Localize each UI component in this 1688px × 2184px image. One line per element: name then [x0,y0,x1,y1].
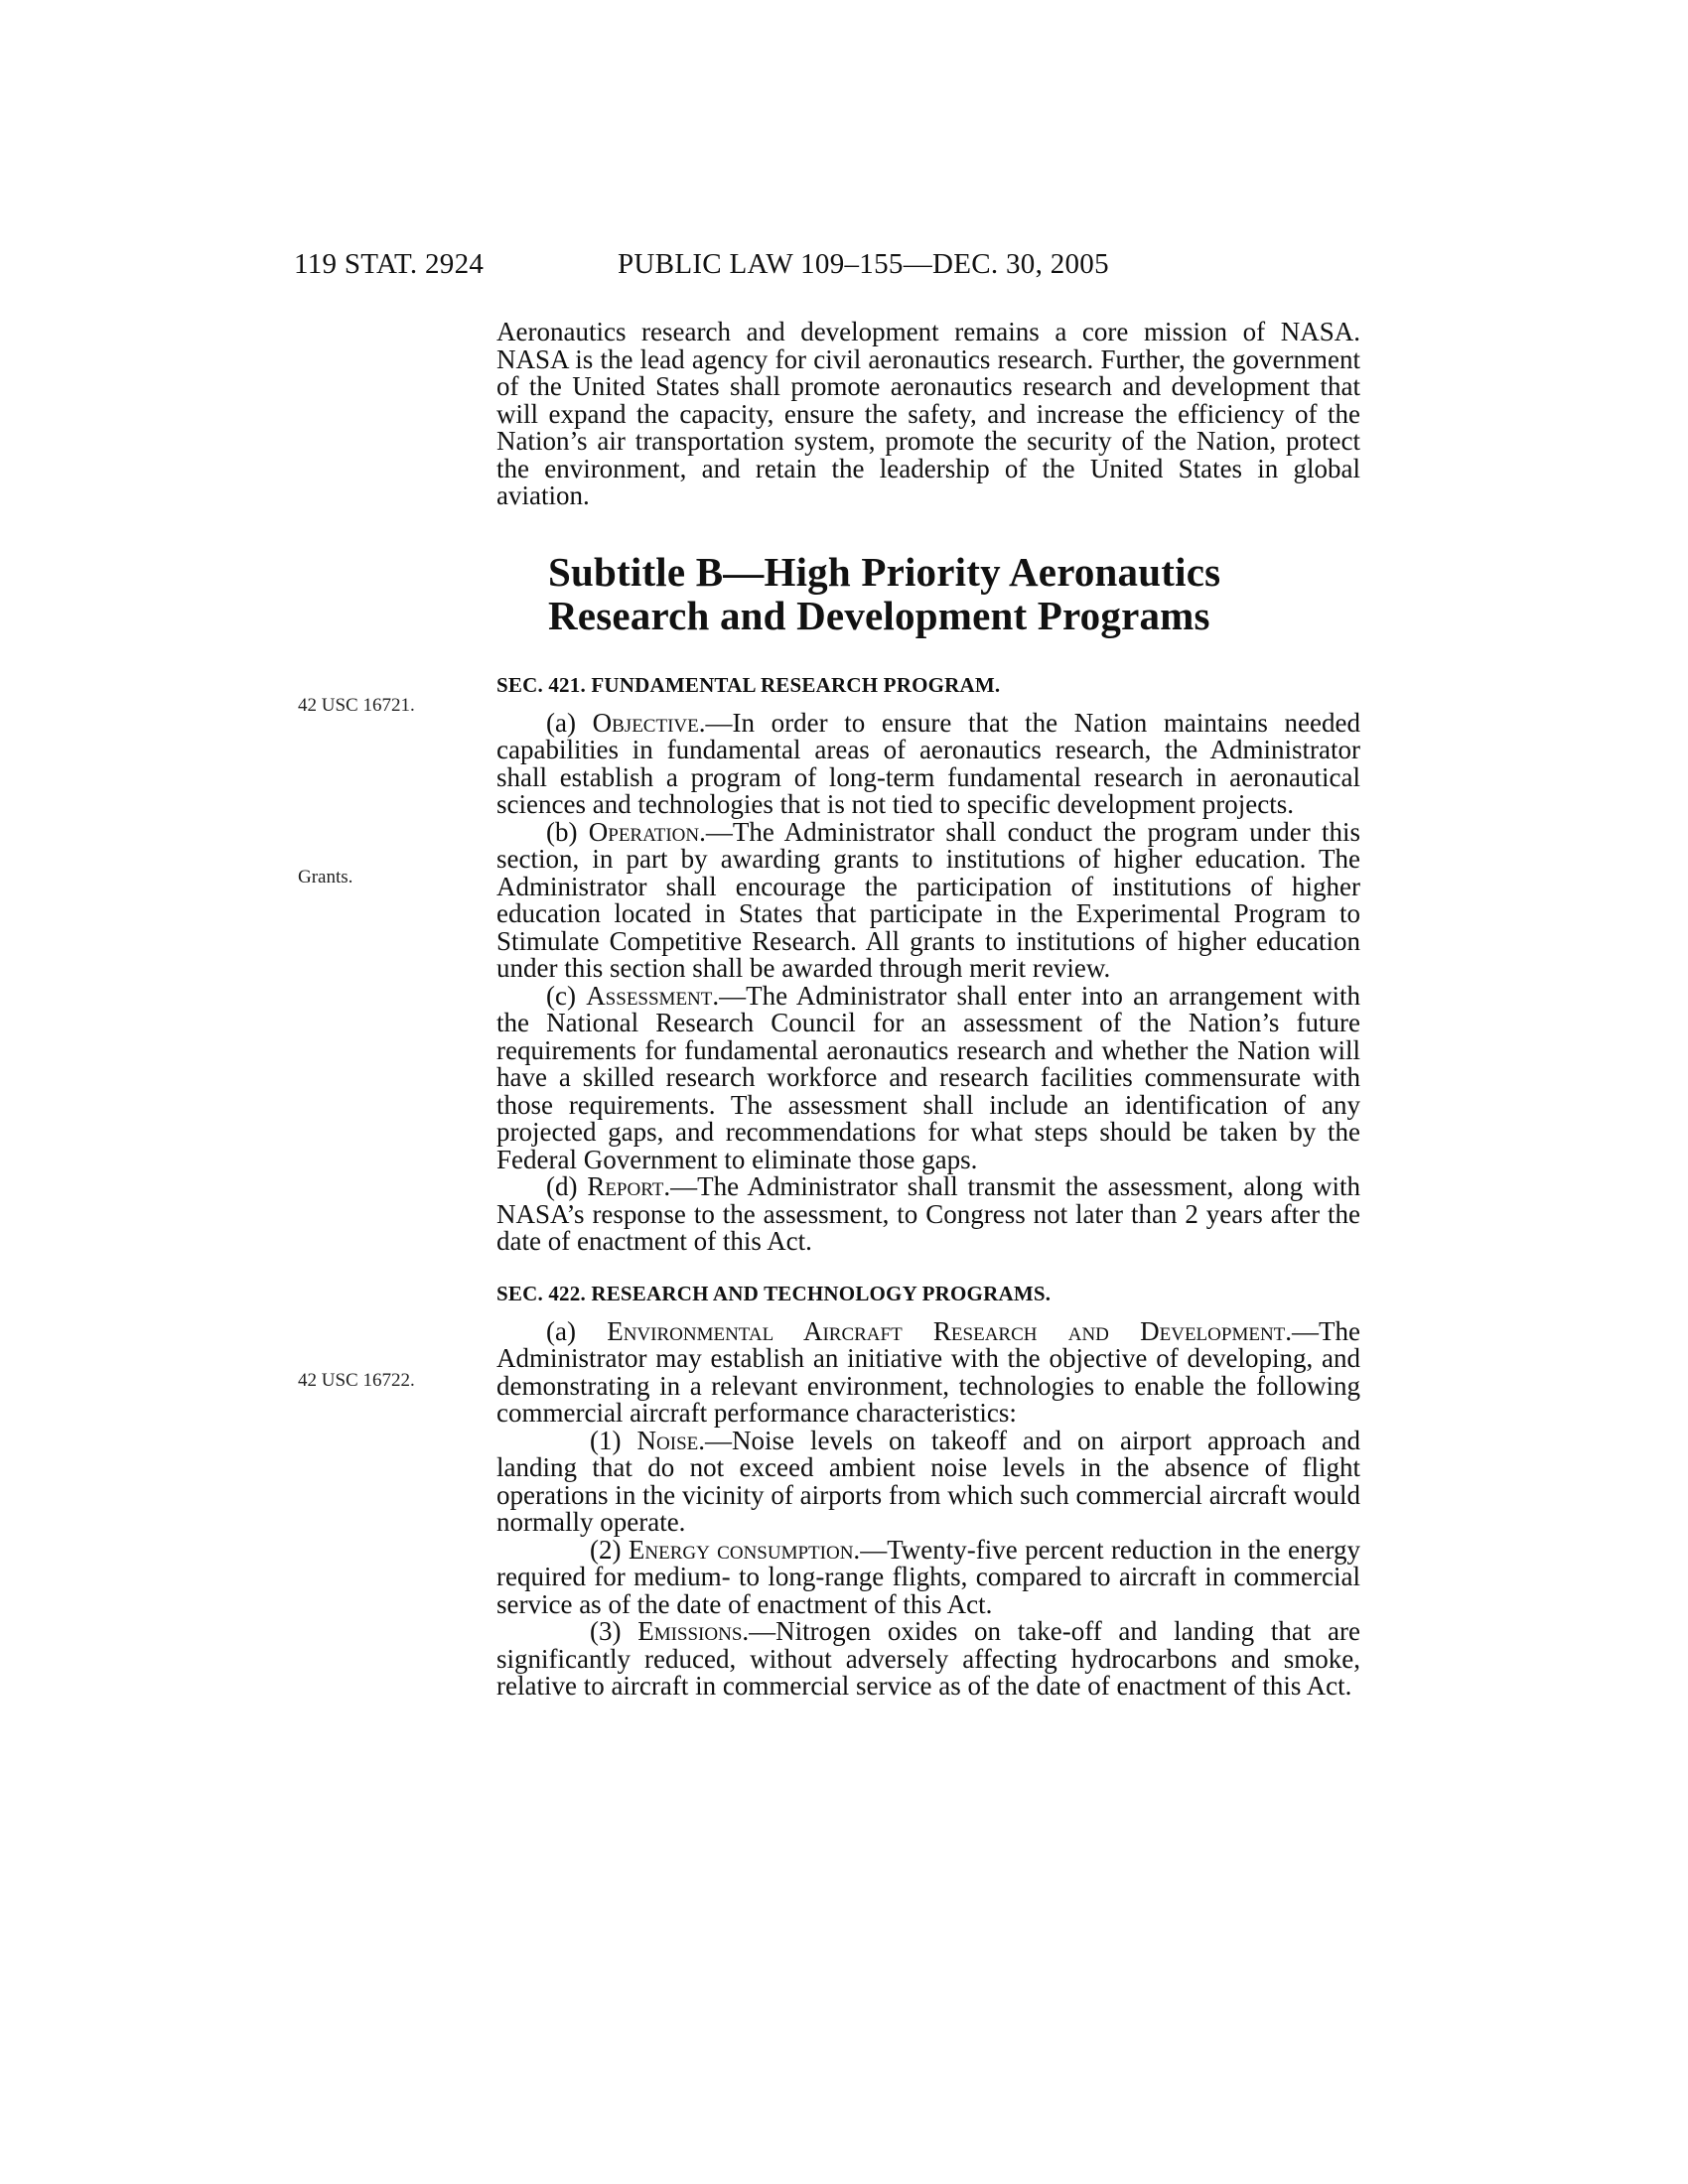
section-422-a-item-2 [496,1534,1360,1619]
section-421-d-text: —The Administrator shall transmit the assessment, along with NASA’s response to the assessment, to Congress not later than 2 years after the date of enactment of this Act. [496,1171,1361,1256]
section-421-heading: SEC. 421. FUNDAMENTAL RESEARCH PROGRAM. [496,672,1001,697]
section-421-b-label: (b) [546,816,589,847]
section-421-b-caption: Operation. [588,816,706,847]
item-3-caption: Emissions. [637,1616,750,1646]
item-1-text: —Noise levels on takeoff and on airport approach and landing that do not exceed ambient noise levels in the absence of flight operations in the vicinity of airports from which such commercial aircraft would normally operate. [496,1425,1360,1537]
item-3-text: —Nitrogen oxides on take-off and landing that are significantly reduced, without adversely affecting hydrocarbons and smoke, relative to aircraft in commercial service as of the date of enactment of this Act. [496,1616,1360,1701]
item-1-caption: Noise. [636,1425,705,1455]
section-421-a-text: —In order to ensure that the Nation maintains needed capabilities in fundamental areas of aeronautics research, the Administrator shall establish a program of long-term fundamental research in aeronautical sciences and technologies that is not tied to specific development projects. [496,707,1360,819]
section-422-heading: SEC. 422. RESEARCH AND TECHNOLOGY PROGRAMS. [496,1281,1052,1305]
section-421-a-label: (a) [546,707,593,738]
subtitle-heading [548,550,1360,637]
section-421-c-caption: Assessment. [586,980,720,1011]
subtitle-line-2: Research and Development Programs [548,592,1210,638]
section-422-a-label: (a) [546,1315,608,1346]
subtitle-line-1: Subtitle B—High Priority Aeronautics [548,548,1221,595]
running-head [294,248,1372,288]
section-422-a-item-3 [496,1618,1360,1701]
section-421-d-label: (d) [546,1171,588,1201]
intro-paragraph: Aeronautics research and development remains a core mission of NASA. NASA is the lead agency for civil aeronautics research. Further, the government of the United States shall promote aeronautics research and development that will expand the capacity, ensure the safety, and increase the efficiency of the Nation’s air transportation system, promote the security of the Nation, protect the environment, and retain the leadership of the United States in global aviation. [496,317,1360,510]
item-2-caption: Energy consumption. [628,1534,861,1565]
margin-note-usc-16722: 42 USC 16722. [298,1370,415,1391]
stat-page-reference: 119 STAT. 2924 [294,248,485,280]
margin-note-grants: Grants. [298,867,353,887]
public-law-reference: PUBLIC LAW 109–155—DEC. 30, 2005 [618,248,1109,280]
main-text-column [496,319,1360,1701]
item-2-text: —Twenty-five percent reduction in the energy required for medium- to long-range flights, compared to aircraft in commercial service as of the date of enactment of this Act. [496,1534,1360,1619]
margin-note-usc-16721: 42 USC 16721. [298,695,415,716]
section-421-c [496,980,1360,1174]
section-421-b [496,816,1361,983]
section-422-a-text: —The Administrator may establish an initiative with the objective of developing, and demonstrating in a relevant environment, technologies to enable the following commercial aircraft performance characteristics: [496,1315,1361,1428]
section-422-a [496,1315,1361,1428]
section-421-d [496,1173,1360,1256]
item-3-label: (3) [590,1616,638,1646]
item-2-label: (2) [590,1534,629,1565]
section-422-a-item-1 [496,1425,1360,1537]
section-421-c-text: —The Administrator shall enter into an arrangement with the National Research Council for an assessment of the Nation’s future requirements for fundamental aeronautics research and whether the Nation will have a skilled research workforce and research facilities commensurate with those requirements. The assessment shall include an identification of any projected gaps, and recommendations for what steps should be taken by the Federal Government to eliminate those gaps. [496,980,1360,1174]
section-422-a-caption: Environmental Aircraft Research and Development. [607,1315,1293,1346]
section-421-c-label: (c) [546,980,587,1011]
section-421-d-caption: Report. [587,1171,671,1201]
section-421-b-text: —The Administrator shall conduct the program under this section, in part by awarding grants to institutions of higher education. The Administrator shall encourage the participation of institutions of higher education located in States that participate in the Experimental Program to Stimulate Competitive Research. All grants to institutions of higher education under this section shall be awarded through merit review. [496,816,1361,983]
item-1-label: (1) [590,1425,637,1455]
section-421-a-caption: Objective. [592,707,706,738]
section-421-a [496,707,1360,819]
